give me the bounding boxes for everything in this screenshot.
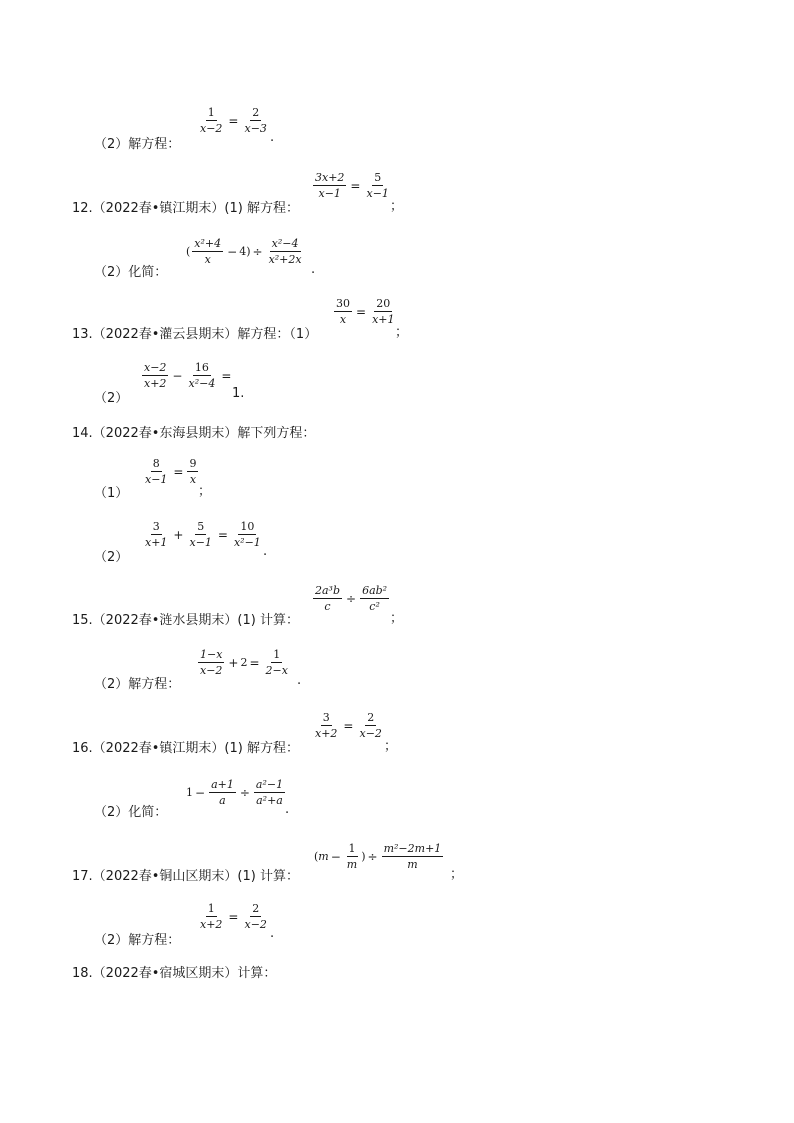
end-value: 1. [232,386,245,401]
problem-18-heading: 18.（2022春•宿城区期末）计算： [72,966,277,981]
end-punct: ； [390,199,404,214]
problem-label: （2）解方程： [94,137,181,152]
equation: $\frac{30}{x}$ = $\frac{20}{x+1}$ [336,297,395,326]
end-punct: ； [198,484,212,499]
fraction: $\frac{1}{x-2}$ [200,106,223,135]
problem-label: （2） [94,550,129,565]
expression: $\frac{\text{2a³b}}{c}$ ÷ $\frac{\text{6ab²}}{\text{c²}}$ [315,584,388,613]
expression: ( x²+4 x − 4 ) ÷ $\frac{\text{x²−4}}{\text{x²+2x}}$ [186,237,302,266]
end-punct: ； [384,739,398,754]
problem-label: 15.（2022春•涟水县期末）(1) 计算： [72,613,299,628]
expression: 1 − $\frac{a+1}{a}$ ÷ $\frac{\text{a²−1}}{\text{a²+a}}$ [186,778,284,807]
equation: 3 x+1 + $\frac{5}{x-1}$ = $\frac{10}{\text{x²−1}}$ [145,520,261,549]
problem-label: （2）解方程： [94,677,181,692]
end-punct: . [311,262,316,277]
equation: $\frac{1}{x-2}$ = $\frac{2}{x-3}$ [200,106,267,135]
problem-label: （2）解方程： [94,933,181,948]
problem-label: 13.（2022春•灌云县期末）解方程：（1） [72,327,318,342]
end-punct: . [263,544,268,559]
end-punct: ； [450,867,464,882]
end-punct: . [270,130,275,145]
problem-label: 12.（2022春•镇江期末）(1) 解方程： [72,201,299,216]
expression: ( m − $\frac{1}{m}$ ) ÷ $\frac{\text{m²−2m+1}}{m}$ [314,842,442,871]
end-punct: . [297,673,302,688]
problem-label: （2）化简： [94,805,168,820]
equation: $\frac{3}{x+2}$ = $\frac{2}{x-2}$ [315,711,382,740]
problem-label: 16.（2022春•镇江期末）(1) 解方程： [72,741,299,756]
fraction: $\frac{2}{x-3}$ [244,106,267,135]
problem-14-heading: 14.（2022春•东海县期末）解下列方程： [72,426,316,441]
end-punct: . [270,926,275,941]
equation: $\frac{8}{x-1}$ = $\frac{9}{x}$ [145,457,197,486]
end-punct: ； [395,325,409,340]
problem-label: 17.（2022春•铜山区期末）(1) 计算： [72,869,299,884]
equation: $\frac{1}{x+2}$ = $\frac{2}{x-2}$ [200,902,267,931]
equation: x−2 x+2 − $\frac{16}{\text{x²−4}}$ = [144,361,232,390]
end-punct: . [285,802,290,817]
problem-label: （2） [94,391,129,406]
equation: $\frac{3x+2}{x-1}$ = $\frac{5}{x-1}$ [315,171,389,200]
equation: 1−x x−2 + 2 = $\frac{1}{2-x}$ [200,648,288,677]
end-punct: ； [390,611,404,626]
problem-label: （2）化简： [94,265,168,280]
problem-label: （1） [94,486,129,501]
